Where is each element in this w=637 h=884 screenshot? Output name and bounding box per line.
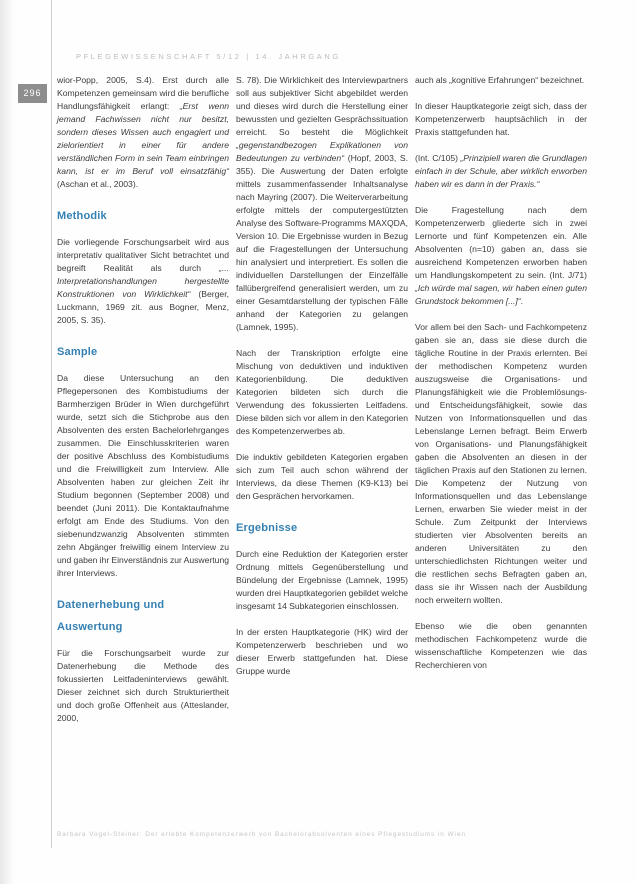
text-column-2 bbox=[236, 74, 408, 691]
paragraph: Ebenso wie die oben genannten methodischen Fachkompetenz wurde die wissenschaftliche Kompetenzen wie das Recherchieren von bbox=[415, 621, 587, 670]
text-column-3 bbox=[415, 74, 587, 685]
paragraph: Für die Forschungsarbeit wurde zur Datenerhebung die Methode des fokussierten Leitfadeninterviews gewählt. Dieser zeichnet sich durch Strukturiertheit und doch große Offenheit aus (Atteslander, 2000, bbox=[57, 648, 229, 723]
paragraph: In dieser Hauptkategorie zeigt sich, dass der Kompetenzerwerb hauptsächlich in der Praxis stattgefunden hat. bbox=[415, 101, 587, 137]
page-number-badge: 296 bbox=[18, 84, 47, 103]
paragraph: Da diese Untersuchung an den Pflegepersonen des Kombistudiums der Barmherzigen Brüder in Wien durchgeführt wurde, setzt sich die Stichprobe aus den Absolventen des ersten Bachelorlehrganges zusammen. Die Einschlusskriterien waren der positive Abschluss des Kombistudiums und die Freiwilligkeit zum Interview. Alle Absolventen haben zur gleichen Zeit ihr Studium begonnen (September 2008) und beendet (Juni 2011). Die Kontaktaufnahme erfolgt am Ende des Studiums. Von den siebenundzwanzig Absolventen stimmten zehn Abgänger freiwillig einem Interview zu und gaben ihr Einverständnis zur Auswertung ihrer Interviews. bbox=[57, 373, 229, 578]
paragraph: S. 78). Die Wirklichkeit des Interviewpartners soll aus subjektiver Sicht abgebildet werden und dieses wird durch die Herstellung einer bewussten und gezielten Gesprächssituation erreicht. So besteht die Möglichkeit „gegenstandbezogen Explikationen von Bedeutungen zu verbinden“ (Hopf, 2003, S. 355). Die Auswertung der Daten erfolgte mittels zusammenfassender Inhaltsanalyse nach Mayring (2007). Die Weiterverarbeitung erfolgte mittels der computergestützten Analyse des Software-Programms MAXQDA, Version 10. Die Ergebnisse wurden in Bezug auf die Fragestellungen der Untersuchung hin analysiert und interpretiert. Es sollen die individuellen Darstellungen der Einzelfälle fallübergreifend generalisiert werden, um zu einer Gesamtdarstellung der typischen Fälle anhand der Kategorien zu gelangen (Lamnek, 1995). bbox=[236, 75, 408, 332]
paragraph: Die induktiv gebildeten Kategorien ergaben sich zum Teil auch schon während der Interviews, da diese Themen (K9-K13) bei den Gesprächen hervorkamen. bbox=[236, 452, 408, 501]
paragraph: Durch eine Reduktion der Kategorien erster Ordnung mittels Gegenüberstellung und Bündelung der Ergebnisse (Lamnek, 1995) wurden drei Hauptkategorien gebildet welche insgesamt 14 Subkategorien einschlossen. bbox=[236, 549, 408, 611]
paragraph: Die Fragestellung nach dem Kompetenzerwerb gliederte sich in zwei Lernorte und fünf Kompetenzen ein. Alle Absolventen (n=10) gaben an, dass sie ausreichend Kompetenzen erworben haben um Handlungskompetent zu sein. (Int. J/71) „Ich würde mal sagen, wir haben einen guten Grundstock bekommen [...]“. bbox=[415, 205, 587, 306]
running-header: PFLEGEWISSENSCHAFT 5/12 | 14. JAHRGANG bbox=[76, 52, 341, 61]
paragraph: Die vorliegende Forschungsarbeit wird aus interpretativ qualitativer Sicht betrachtet und begreift Realität als durch „... Interpretationshandlungen hergestellte Konstruktionen von Wirklichkeit“ (Berger, Luckmann, 1969 zit. aus Bogner, Menz, 2005, S. 35). bbox=[57, 237, 229, 325]
section-heading: Ergebnisse bbox=[236, 522, 298, 534]
paragraph: wior-Popp, 2005, S.4). Erst durch alle Kompetenzen gemeinsam wird die berufliche Handlungsfähigkeit erlangt: „Erst wenn jemand Fachwissen nicht nur besitzt, sondern dieses Wissen auch engagiert und zielorientiert in einer für andere verständlichen Form in sein Team einbringen kann, ist er im Beruf voll einsatzfähig“ (Aschan et al., 2003). bbox=[57, 75, 229, 189]
running-footer-citation: Barbara Vogel-Steiner: Der erlebte Kompetenzerwerb von Bachelorabsolventen eines Pflegestudiums in Wien bbox=[57, 831, 466, 838]
text-column-1 bbox=[57, 74, 229, 738]
paragraph: auch als „kognitive Erfahrungen“ bezeichnet. bbox=[415, 75, 585, 85]
article-body bbox=[57, 74, 588, 738]
paragraph: Nach der Transkription erfolgte eine Mischung von deduktiven und induktiven Kategorienbildung. Die deduktiven Kategorien bildeten sich durch die Verwendung des fokussierten Leitfadens. Diese bilden sich vor allem in den Kategorien des Kompetenzerwerbes ab. bbox=[236, 348, 408, 436]
paragraph: (Int. C/105) „Prinzipiell waren die Grundlagen einfach in der Schule, aber wirklich erworben haben wir es dann in der Praxis.“ bbox=[415, 153, 587, 189]
left-margin-rule bbox=[51, 0, 52, 848]
section-heading: Sample bbox=[57, 346, 98, 358]
section-heading: Methodik bbox=[57, 210, 107, 222]
paragraph: In der ersten Hauptkategorie (HK) wird der Kompetenzerwerb beschrieben und wo dieser Erwerb stattgefunden hat. Diese Gruppe wurde bbox=[236, 627, 408, 676]
section-heading: Datenerhebung und Auswertung bbox=[57, 599, 165, 633]
paragraph: Vor allem bei den Sach- und Fachkompetenz gaben sie an, dass sie diese durch die tägliche Routine in der Praxis erlernten. Bei der methodischen Kompetenz wurden auszugsweise die Organisations- und Planungsfähigkeit wie die Problemlösungs- und Entscheidungsfähigkeit, sowie das Nutzen von Informationsquellen und das Lebenslange Lernen befragt. Beim Erwerb von Organisations- und Planungsfähigkeit gaben die Absolventen an diesen in der täglichen Praxis auf den Stationen zu lernen. Die Kompetenz der Nutzung von Informationsquellen und das Lebenslange Lernen, erwarben Sie wieder meist in der Schule. Zum Zeitpunkt der Interviews studierten vier Absolventen bereits an anderen Universitäten zu den unterschiedlichsten Richtungen weiter und die restlichen sechs Befragten gaben an, dass sie ihr Wissen nach der Ausbildung noch erweitern wollten. bbox=[415, 322, 587, 605]
